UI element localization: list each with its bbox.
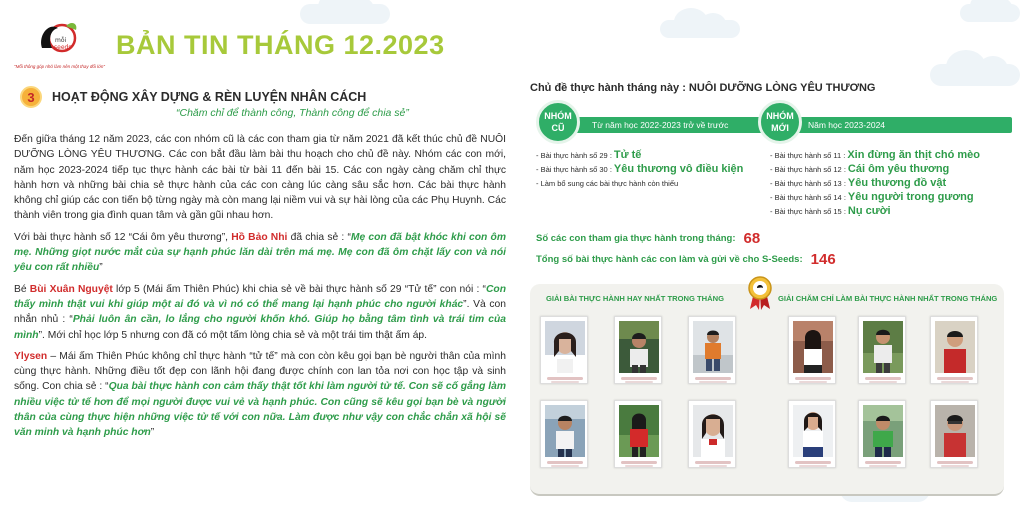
- old-group-lessons: [536, 148, 743, 190]
- winner-photo: [858, 316, 906, 384]
- story-paragraph-2: Bé Bùi Xuân Nguyệt lớp 5 (Mái ấm Thiên Phúc) khi chia sẻ về bài thực hành số 29 “Tử tế” con nói : “Con thấy mình thật vui khi giúp một ai đó và vì nó có thể mang lại hạnh phúc cho người khác”. Và con nhắn nhủ : “Phải luôn ân cần, lo lắng cho người khốn khó. Giúp họ bằng tâm tình và trái tim của mình”. Mới chỉ học lớp 5 nhưng con đã có một tấm lòng chia sẻ và một trái tim thật ấm áp.: [14, 283, 506, 341]
- medal-icon: [745, 276, 775, 310]
- lesson-item: - Bài thực hành số 29 : Tử tế: [536, 149, 642, 161]
- lesson-item: - Bài thực hành số 13 : Yêu thương đồ vật: [770, 177, 947, 189]
- winner-photo: [614, 316, 662, 384]
- student-quote: Phải luôn ân cần, lo lắng cho người khốn khó. Giúp họ bằng tâm tình và trái tim của mình: [14, 314, 506, 341]
- section-number-badge: 3: [20, 86, 42, 108]
- winner-photo: [614, 400, 662, 468]
- lesson-item: - Bài thực hành số 30 : Yêu thương vô điều kiện: [536, 163, 744, 175]
- student-name: Ylysen: [14, 350, 48, 362]
- monthly-theme: Chủ đề thực hành tháng này : NUÔI DƯỠNG LÒNG YÊU THƯƠNG: [530, 82, 876, 94]
- submissions-stat: Tổng số bài thực hành các con làm và gửi về cho S-Seeds: 146: [536, 251, 836, 268]
- winner-photo: [858, 400, 906, 468]
- student-name: Hồ Bảo Nhi: [231, 231, 288, 243]
- old-group-bar: Từ năm học 2022-2023 trở về trước: [546, 117, 786, 133]
- svg-text:mỗi: mỗi: [55, 37, 67, 44]
- student-quote: Qua bài thực hành con cảm thấy thật tốt khi làm người tử tế. Con sẽ cố gắng làm nhiều việc tử tế hơn để mọi người được vui vẻ và hạnh phúc. Con cũng sẽ kêu gọi bạn bè và người thân của cùng thực hiện những việc tử tế với con nữa. Làm được như vậy con chắc chắn xã hội sẽ văn minh và hạnh phúc hơn: [14, 381, 506, 439]
- intro-paragraph: Đến giữa tháng 12 năm 2023, các con nhóm cũ là các con tham gia từ năm 2021 đã kết thúc chủ đề NUÔI DƯỠNG LÒNG YÊU THƯƠNG. Các con bắt đầu làm bài thu hoạch cho chủ đề này. Nhóm các con mới, năm học 2023-2024 tiếp tục thực hành các bài từ bài 11 đến bài 15. Các con ngày càng chăm chỉ thực hành hơn và những bài chia sẻ thực hành của các con càng lúc càng sâu sắc hơn. Các bài thực hành không chỉ giúp các con tiến bộ từng ngày mà còn mang lại niềm vui và sự hài lòng của các Phụ Huynh. Các thành viên trong gia đình quan tâm và gần gũi nhau hơn.: [14, 134, 506, 222]
- cloud-decoration: [960, 4, 1020, 22]
- new-group-lessons: [770, 148, 980, 218]
- section-title: HOẠT ĐỘNG XÂY DỰNG & RÈN LUYỆN NHÂN CÁCH: [52, 90, 367, 104]
- winner-photo: [688, 400, 736, 468]
- svg-text:seeds: seeds: [54, 44, 72, 51]
- winner-photo: [540, 400, 588, 468]
- section-slogan: “Chăm chỉ để thành công, Thành công để chia sẻ”: [176, 107, 409, 119]
- diligence-award-title: GIẢI CHĂM CHỈ LÀM BÀI THỰC HÀNH NHẤT TRONG THÁNG: [778, 294, 998, 303]
- student-quote: Mẹ con đã bật khóc khi con ôm mẹ. Những giọt nước mắt của sự hạnh phúc lăn dài trên má mẹ. Mẹ con đã ôm chặt lấy con và nói yêu con rất nhiều: [14, 231, 506, 274]
- article-body: [14, 132, 506, 447]
- winner-photo: [788, 316, 836, 384]
- winner-photo: [788, 400, 836, 468]
- student-quote: Con thấy mình thật vui khi giúp một ai đó và vì nó có thể mang lại hạnh phúc cho người khác: [14, 283, 506, 310]
- participants-count: 68: [743, 230, 761, 247]
- page-title: BẢN TIN THÁNG 12.2023: [116, 30, 445, 60]
- cloud-decoration: [660, 20, 740, 38]
- best-practice-award-title: GIẢI BÀI THỰC HÀNH HAY NHẤT TRONG THÁNG: [546, 294, 725, 303]
- cloud-decoration: [930, 64, 1020, 86]
- lesson-item: - Làm bổ sung các bài thực hành còn thiếu: [536, 178, 679, 188]
- lesson-item: - Bài thực hành số 15 : Nụ cười: [770, 205, 891, 217]
- winner-photo: [688, 316, 736, 384]
- lesson-item: - Bài thực hành số 14 : Yêu người trong gương: [770, 191, 974, 203]
- story-paragraph-1: Với bài thực hành số 12 “Cái ôm yêu thương”, Hồ Bảo Nhi đã chia sẻ : “Mẹ con đã bật khóc khi con ôm mẹ. Những giọt nước mắt của sự hạnh phúc lăn dài trên má mẹ. Mẹ con đã ôm chặt lấy con và nói yêu con rất nhiều”: [14, 231, 506, 274]
- submissions-count: 146: [810, 251, 836, 268]
- story-paragraph-3: Ylysen – Mái ấm Thiên Phúc không chỉ thực hành “tử tế” mà con còn kêu gọi bạn bè người thân của mình cùng thực hành. Những điều tốt đẹp con lãnh hội đang được chính con lan tỏa nơi con học tập và sinh sống. Con chia sẻ : “Qua bài thực hành con cảm thấy thật tốt khi làm người tử tế. Con sẽ cố gắng làm nhiều việc tử tế hơn để mọi người được vui vẻ và hạnh phúc. Con cũng sẽ kêu gọi bạn bè và người thân của cùng thực hiện những việc tử tế với con nữa. Làm được như vậy con chắc chắn xã hội sẽ văn minh và hạnh phúc hơn”: [14, 350, 506, 439]
- old-group-badge: NHÓM CŨ: [536, 100, 580, 144]
- lesson-item: - Bài thực hành số 12 : Cái ôm yêu thương: [770, 163, 950, 175]
- winner-photo: [930, 316, 978, 384]
- winner-photo: [930, 400, 978, 468]
- section-header: [20, 86, 366, 108]
- new-group-badge: NHÓM MỚI: [758, 100, 802, 144]
- cloud-decoration: [300, 4, 390, 24]
- logo-tagline: "Mỗi thông góp nhỏ làm nên một thay đổi lớn": [14, 64, 105, 69]
- student-name: Bùi Xuân Nguyệt: [29, 283, 113, 295]
- s-seeds-logo: [10, 18, 105, 76]
- seed-logo-icon: [36, 18, 80, 62]
- participants-stat: Số các con tham gia thực hành trong tháng: 68: [536, 230, 761, 247]
- new-group-bar: Năm học 2023-2024: [782, 117, 1012, 133]
- winner-photo: [540, 316, 588, 384]
- lesson-item: - Bài thực hành số 11 : Xin đừng ăn thịt chó mèo: [770, 149, 980, 161]
